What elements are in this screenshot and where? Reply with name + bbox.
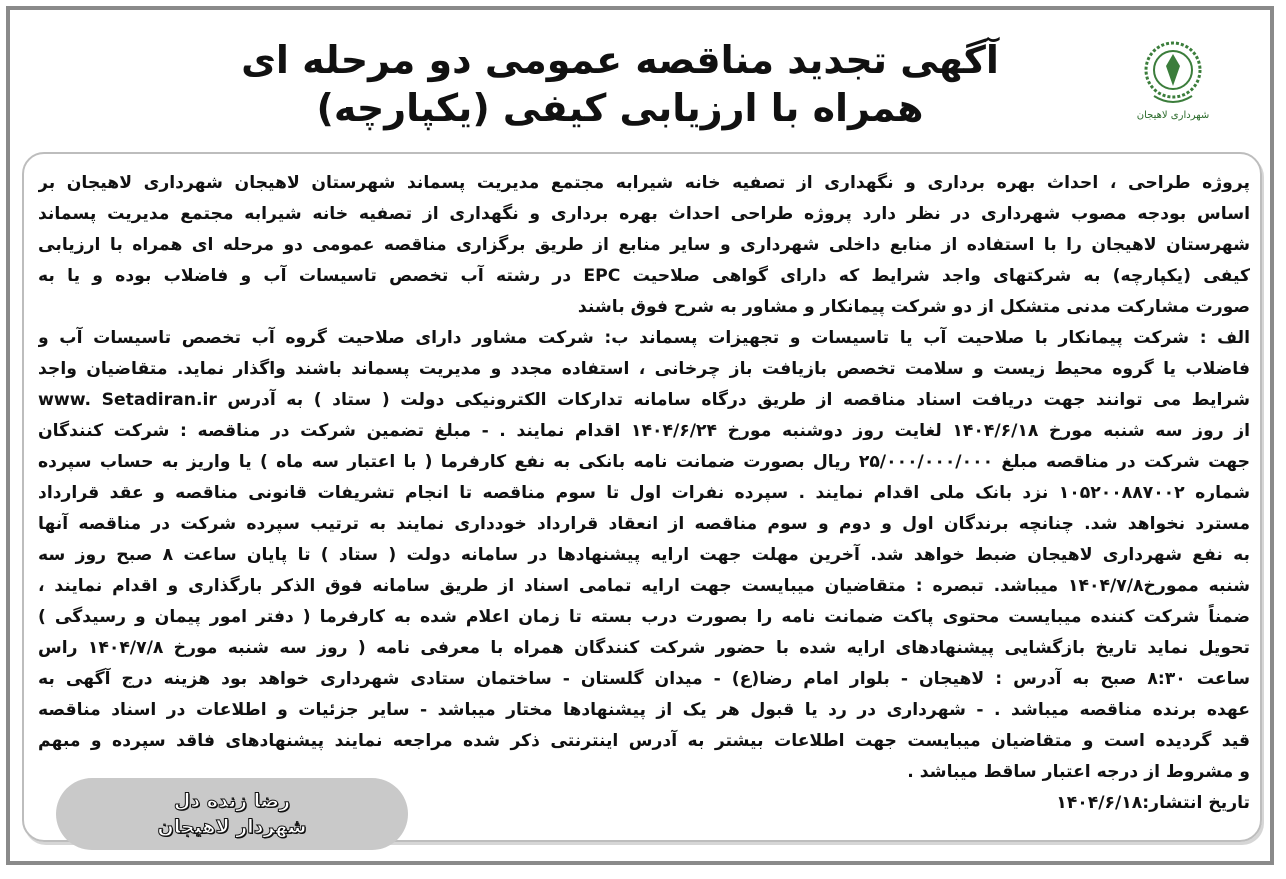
body-text-line: به نفع شهرداری لاهیجان ضبط خواهد شد. آخرین مهلت جهت ارایه پیشنهادها در سامانه دولت ( ستاد ) تا پایان ساعت ۸ صبح روز سه bbox=[38, 545, 1250, 565]
body-text-line: عهده برنده مناقصه میباشد . - شهرداری در رد یا قبول هر یک از پیشنهادها مختار میباشد - سایر جزئیات و اطلاعات در اسناد مناقصه bbox=[38, 700, 1250, 720]
body-text-line: کیفی (یکپارچه) به شرکتهای واجد شرایط که دارای گواهی صلاحیت EPC در رشته آب تخصص تاسیسات آب و فاضلاب بوده و یا به bbox=[38, 266, 1250, 286]
body-text-line: پروژه طراحی ، احداث بهره برداری و نگهداری از تصفیه خانه شیرابه مجتمع مدیریت پسماند شهرستان لاهیجان شهرداری لاهیجان بر bbox=[38, 173, 1250, 193]
publication-date: تاریخ انتشار:۱۴۰۴/۶/۱۸ bbox=[1056, 793, 1250, 813]
body-text-line: جهت شرکت در مناقصه مبلغ ۲۵/۰۰۰/۰۰۰/۰۰۰ ریال بصورت ضمانت نامه بانکی به نفع کارفرما ( با اعتبار سه ماه ) یا واریز به حساب سپرده bbox=[38, 452, 1250, 472]
signature-badge bbox=[56, 778, 408, 850]
body-text-line: و مشروط از درجه اعتبار ساقط میباشد . bbox=[907, 762, 1250, 782]
body-text-line: مسترد نخواهد شد. چنانچه برندگان اول و دوم و سوم مناقصه از انعقاد قرارداد خودداری نمایند به ترتیب سپرده شرکت در مناقصه آنها bbox=[38, 514, 1250, 534]
body-text-line: شرایط می توانند جهت دریافت اسناد مناقصه از طریق درگاه سامانه تدارکات الکترونیکی دولت ( ستاد ) به آدرس www. Setadiran.ir bbox=[38, 390, 1250, 410]
signature-position: شهردار لاهیجان bbox=[157, 816, 307, 838]
municipality-logo bbox=[1130, 36, 1216, 134]
body-text-line: صورت مشارکت مدنی متشکل از دو شرکت پیمانکار و مشاور به شرح فوق باشند bbox=[577, 297, 1250, 317]
body-text-line: قید گردیده است و متقاضیان میبایست جهت اطلاعات بیشتر به آدرس اینترنتی ذکر شده مراجعه نمایند پیشنهادهای فاقد سپرده و مبهم bbox=[38, 731, 1250, 751]
body-text-line: شماره ۱۰۵۲۰۰۸۸۷۰۰۲ نزد بانک ملی اقدام نمایند . سپرده نفرات اول تا سوم مناقصه تا انجام تشریفات قانونی مناقصه و عقد قرارداد bbox=[38, 483, 1250, 503]
body-text-line: شنبه ممورخ۱۴۰۴/۷/۸ میباشد. تبصره : متقاضیان میبایست جهت ارایه تمامی اسناد از طریق سامانه فوق الذکر بارگذاری و اقدام نمایند ، bbox=[38, 576, 1250, 596]
body-text-line: شهرستان لاهیجان را با استفاده از منابع داخلی شهرداری و سایر منابع از طریق برگزاری مناقصه عمومی دو مرحله ای همراه با ارزیابی bbox=[38, 235, 1250, 255]
notice-title: آگهی تجدید مناقصه عمومی دو مرحله ای bbox=[241, 38, 999, 82]
body-text-line: ساعت ۸:۳۰ صبح به آدرس : لاهیجان - بلوار امام رضا(ع) - میدان گلستان - ساختمان ستادی شهرداری خواهد بود هزینه درج آگهی به bbox=[38, 669, 1250, 689]
body-text-line: تحویل نماید تاریخ بازگشایی پیشنهادهای ارایه شده با حضور شرکت کنندگان همراه با معرفی نامه ( روز سه شنبه مورخ ۱۴۰۴/۷/۸ راس bbox=[38, 638, 1250, 658]
notice-subtitle: همراه با ارزیابی کیفی (یکپارچه) bbox=[316, 86, 924, 130]
body-text-line: اساس بودجه مصوب شهرداری در نظر دارد پروژه طراحی احداث بهره برداری و نگهداری از تصفیه خانه شیرابه مجتمع مدیریت پسماند bbox=[38, 204, 1250, 224]
body-text-line: ضمناً شرکت کننده میبایست محتوی پاکت ضمانت نامه را بصورت درب بسته تا زمان اعلام شده به کارفرما ( دفتر امور پیمان و رسیدگی ) bbox=[38, 607, 1250, 627]
signature-name: رضا زنده دل bbox=[173, 790, 291, 812]
notice-body bbox=[38, 168, 1250, 819]
body-text-line: الف : شرکت پیمانکار با صلاحیت آب یا تاسیسات و تجهیزات پسماند ب: شرکت مشاور دارای صلاحیت گروه آب تخصص تاسیسات آب و bbox=[38, 328, 1250, 348]
municipality-emblem-icon bbox=[1140, 36, 1206, 108]
body-text-line: فاضلاب یا گروه محیط زیست و سلامت تخصص بازیافت باز چرخانی ، استفاده مجدد و مدیریت پسماند باشند واگذار نماید. متقاضیان واجد bbox=[38, 359, 1250, 379]
logo-caption: شهرداری لاهیجان bbox=[1136, 110, 1210, 121]
body-text-line: از روز سه شنبه مورخ ۱۴۰۴/۶/۱۸ لغایت روز دوشنبه مورخ ۱۴۰۴/۶/۲۴ اقدام نمایند . - مبلغ تضمین شرکت در مناقصه : شرکت کنندگان bbox=[38, 421, 1250, 441]
